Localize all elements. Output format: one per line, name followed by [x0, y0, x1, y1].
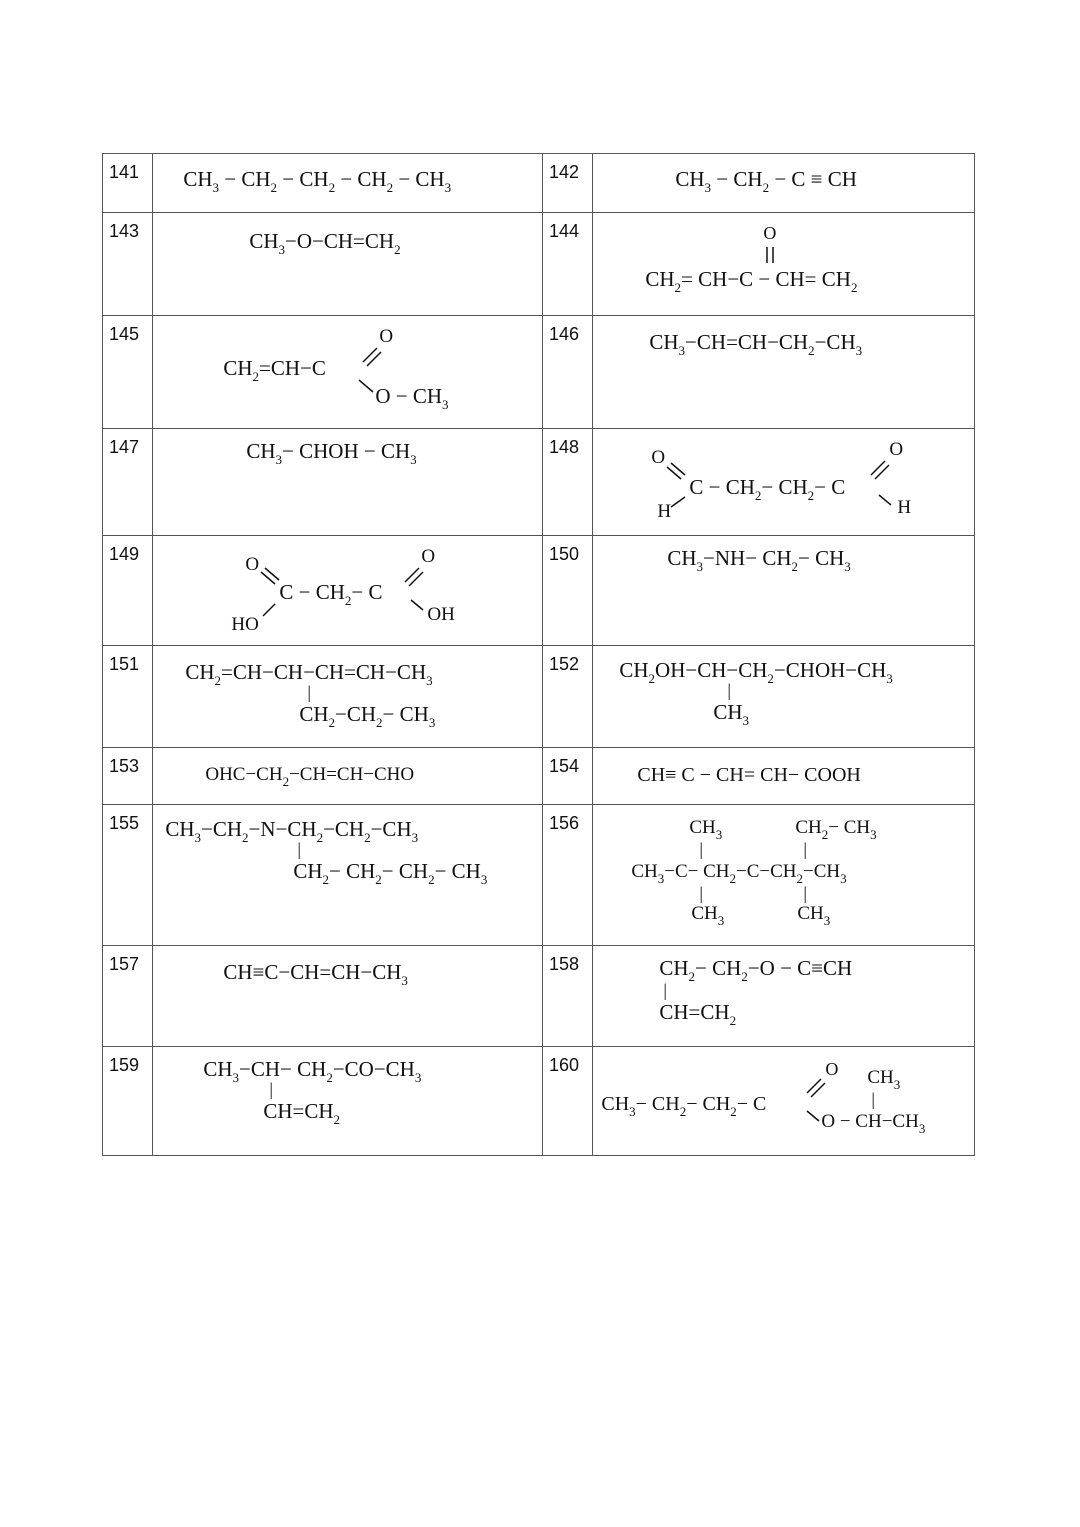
formula-148: $C - CH_2- CH_2- C$ [689, 475, 846, 503]
formula-cell [153, 805, 543, 946]
formula-cell [153, 316, 543, 429]
isopropyl-methyl: $CH_3$ [867, 1067, 901, 1092]
formula-159: $CH_3-CH- CH_2-CO-CH_3$ [203, 1057, 422, 1085]
formula-155: $CH_3-CH_2-N-CH_2-CH_2-CH_3$ [165, 817, 419, 845]
formula-143: $CH_3-O-CH=CH_2$ [249, 229, 401, 257]
formula-cell [593, 1047, 975, 1156]
formula-cell [153, 1047, 543, 1156]
carbonyl-oxygen: O [763, 223, 777, 243]
number-cell: 151 [103, 646, 153, 748]
formula-cell [593, 536, 975, 646]
formula-160-chain: $CH_3- CH_2- CH_2- C$ [601, 1093, 767, 1119]
number-cell: 146 [543, 316, 593, 429]
branch-159: $CH=CH_2$ [263, 1099, 341, 1127]
formula-147: $CH_3-$ CHOH − $CH_3$ [246, 439, 417, 467]
formula-cell [593, 316, 975, 429]
formula-cell [593, 213, 975, 316]
branch-bond: | [269, 1079, 273, 1099]
branch-bond: | [803, 883, 807, 903]
formula-cell [593, 805, 975, 946]
table-row [103, 429, 975, 536]
branch-top-right: $CH_2- CH_3$ [795, 817, 877, 842]
formula-cell [153, 213, 543, 316]
formula-156: $CH_3-C- CH_2-C-CH_2-CH_3$ [631, 861, 847, 886]
formula-cell [593, 646, 975, 748]
formula-cell [153, 536, 543, 646]
number-cell: 155 [103, 805, 153, 946]
formula-cell [153, 946, 543, 1047]
branch-158: $CH=CH_2$ [659, 1000, 737, 1028]
number-cell: 152 [543, 646, 593, 748]
number-cell: 157 [103, 946, 153, 1047]
formula-table [102, 153, 975, 1156]
branch-bottom-right: $CH_3$ [797, 903, 831, 928]
formula-cell [593, 429, 975, 536]
branch-bond: | [871, 1089, 875, 1109]
number-cell: 148 [543, 429, 593, 536]
ester-bonds [153, 316, 539, 428]
formula-145-chain: $CH_2=CH-C$ [223, 356, 326, 384]
branch-bond: | [297, 839, 301, 859]
carboxyl-oxygen-right: O [421, 546, 436, 567]
number-cell: 153 [103, 748, 153, 805]
formula-144: $CH_2= CH-C - CH= CH_2$ [645, 267, 858, 295]
formula-157: $CH\equiv C-CH=CH-CH_3$ [223, 960, 408, 988]
number-cell: 143 [103, 213, 153, 316]
branch-bond: | [699, 883, 703, 903]
formula-cell [153, 646, 543, 748]
number-cell: 150 [543, 536, 593, 646]
carboxyl-oxygen-left: O [245, 554, 260, 575]
carbonyl-oxygen: O [379, 326, 394, 347]
formula-151: $CH_2=CH-CH-CH=CH-CH_3$ [185, 660, 433, 688]
aldehyde-hydrogen-right: H [897, 497, 912, 518]
formula-154: CH≡ C − CH= CH− COOH [637, 764, 861, 786]
number-cell: 156 [543, 805, 593, 946]
formula-150: $CH_3-NH- CH_2- CH_3$ [667, 546, 851, 574]
formula-141: $CH_3 - CH_2 - CH_2 - CH_2 - CH_3$ [183, 167, 452, 195]
aldehyde-oxygen-left: O [651, 447, 666, 468]
number-cell: 144 [543, 213, 593, 316]
formula-cell [593, 946, 975, 1047]
branch-top-left: $CH_3$ [689, 817, 723, 842]
formula-142: $CH_3 - CH_2 - C$ ≡ CH [675, 167, 857, 195]
ester-oxygen: $O - CH-CH_3$ [821, 1111, 926, 1136]
branch-152: $CH_3$ [713, 700, 750, 728]
table-row [103, 748, 975, 805]
branch-bond: | [699, 839, 703, 859]
aldehyde-oxygen-right: O [889, 439, 904, 460]
hydroxyl-left: HO [231, 614, 259, 635]
formula-cell [153, 748, 543, 805]
hydroxyl-right: OH [427, 604, 455, 625]
table-row [103, 646, 975, 748]
number-cell: 149 [103, 536, 153, 646]
formula-cell [593, 154, 975, 213]
branch-bond: | [307, 682, 311, 702]
number-cell: 154 [543, 748, 593, 805]
formula-152: $CH_2OH-CH-CH_2-CHOH-CH_3$ [619, 658, 893, 686]
formula-146: $CH_3-CH=CH-CH_2-CH_3$ [649, 330, 863, 358]
branch-155: $CH_2- CH_2- CH_2- CH_3$ [293, 859, 488, 887]
table-row [103, 154, 975, 213]
number-cell: 159 [103, 1047, 153, 1156]
number-cell: 147 [103, 429, 153, 536]
aldehyde-hydrogen-left: H [657, 501, 672, 522]
formula-158: $CH_2- CH_2-O - C\equiv CH$ [659, 956, 853, 984]
branch-bond: | [803, 839, 807, 859]
carbonyl-oxygen: O [825, 1059, 839, 1079]
table-row [103, 536, 975, 646]
table-row [103, 805, 975, 946]
formula-cell [153, 154, 543, 213]
double-bond [593, 213, 971, 315]
table-row [103, 946, 975, 1047]
number-cell: 158 [543, 946, 593, 1047]
formula-153: $OHC-CH_2-CH=CH-CHO$ [205, 764, 415, 789]
number-cell: 160 [543, 1047, 593, 1156]
number-cell: 141 [103, 154, 153, 213]
branch-bond: | [663, 980, 667, 1000]
ester-oxygen: $O - CH_3$ [375, 384, 449, 412]
branch-151: $CH_2-CH_2- CH_3$ [299, 702, 436, 730]
branch-bottom-left: $CH_3$ [691, 903, 725, 928]
formula-cell [593, 748, 975, 805]
branch-bond: | [727, 680, 731, 700]
formula-149: $C - CH_2- C$ [279, 580, 383, 608]
number-cell: 145 [103, 316, 153, 429]
table-row [103, 213, 975, 316]
number-cell: 142 [543, 154, 593, 213]
table-row [103, 316, 975, 429]
formula-cell [153, 429, 543, 536]
table-row [103, 1047, 975, 1156]
